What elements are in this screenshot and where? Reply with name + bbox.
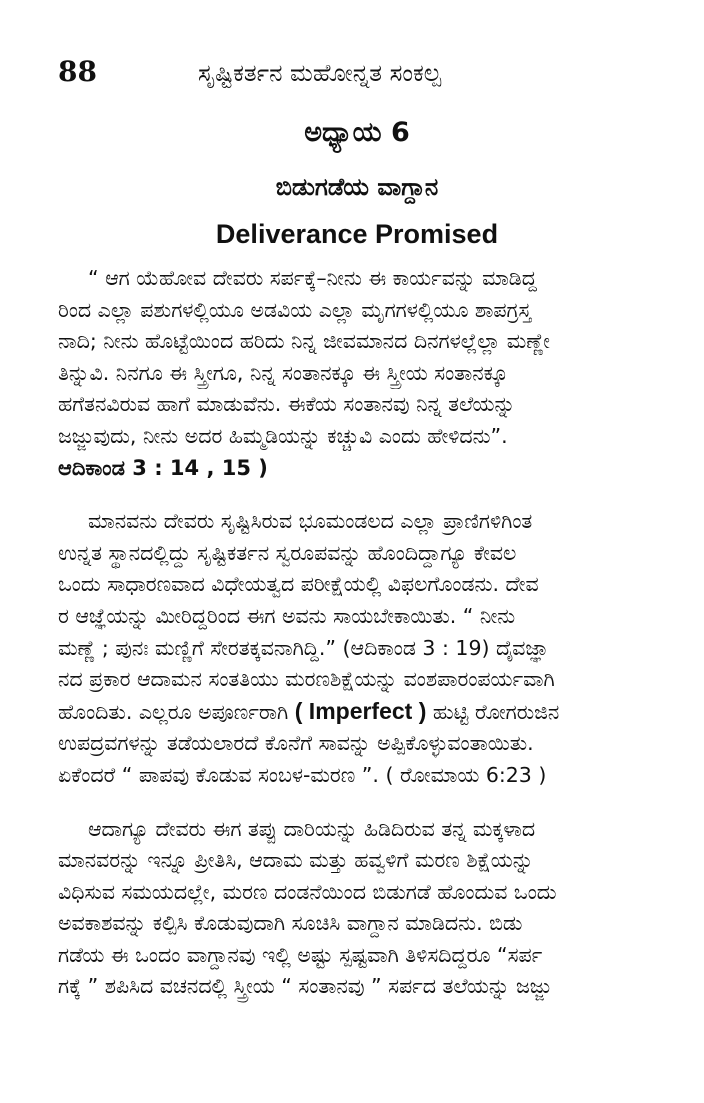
body-paragraph-2 (58, 506, 656, 791)
chapter-label: ಅಧ್ಯಾಯ 6 (304, 117, 410, 148)
scripture-reference: ಆದಿಕಾಂಡ 3 : 14 , 15 ) (58, 455, 268, 480)
text-line: ಒಂದು ಸಾಧಾರಣವಾದ ವಿಧೇಯತ್ವದ ಪರೀಕ್ಷೆಯಲ್ಲಿ ವಿಫಲಗೊಂಡನು. ದೇವ (58, 572, 539, 597)
text-line: ನಾದಿ; ನೀನು ಹೊಟ್ಟೆಯಿಂದ ಹರಿದು ನಿನ್ನ ಜೀವಮಾನದ ದಿನಗಳಲ್ಲೆಲ್ಲಾ ಮಣ್ಣೇ (58, 329, 550, 354)
text-line: ಅವಕಾಶವನ್ನು ಕಲ್ಪಿಸಿ ಕೊಡುವುದಾಗಿ ಸೂಚಿಸಿ ವಾಗ್ದಾನ ಮಾಡಿದನು. ಬಿಡು (58, 911, 523, 936)
text-line: ವಿಧಿಸುವ ಸಮಯದಲ್ಲೇ, ಮರಣ ದಂಡನೆಯಿಂದ ಬಿಡುಗಡೆ ಹೊಂದುವ ಒಂದು (58, 879, 557, 904)
scripture-quote-paragraph (58, 263, 656, 484)
chapter-title-kannada: ಬಿಡುಗಡೆಯ ವಾಗ್ದಾನ (275, 173, 439, 201)
text-line: ಉನ್ನತ ಸ್ಥಾನದಲ್ಲಿದ್ದು ಸೃಷ್ಟಿಕರ್ತನ ಸ್ವರೂಪವನ್ನು ಹೊಂದಿದ್ದಾಗ್ಯೂ ಕೇವಲ (58, 540, 517, 565)
body-paragraph-3 (58, 814, 656, 1004)
text-line: ಗಡೆಯ ಈ ಒಂದಂ ವಾಗ್ದಾನವು ಇಲ್ಲಿ ಅಷ್ಟು ಸ್ಪಷ್ಟವಾಗಿ ತಿಳಿಸದಿದ್ದರೂ “ಸರ್ಪ (58, 942, 543, 967)
running-header (58, 55, 656, 95)
english-term: ( Imperfect ) (294, 697, 427, 724)
text-line: ಮಾನವರನ್ನು ಇನ್ನೂ ಪ್ರೀತಿಸಿ, ಆದಾಮ ಮತ್ತು ಹವ್ವಳಿಗೆ ಮರಣ ಶಿಕ್ಷೆಯನ್ನು (58, 848, 534, 873)
text-line: ಏಕೆಂದರೆ “ ಪಾಪವು ಕೊಡುವ ಸಂಬಳ-ಮರಣ ”. ( ರೋಮಾಯ 6:23 ) (58, 762, 547, 787)
text-line: “ ಆಗ ಯೆಹೋವ ದೇವರು ಸರ್ಪಕ್ಕೆ–ನೀನು ಈ ಕಾರ್ಯವನ್ನು ಮಾಡಿದ್ದ (88, 266, 537, 290)
text-line (58, 696, 656, 729)
text-line: ನದ ಪ್ರಕಾರ ಆದಾಮನ ಸಂತತಿಯು ಮರಣಶಿಕ್ಷೆಯನ್ನು ವಂಶಪಾರಂಪರ್ಯವಾಗಿ (58, 667, 555, 692)
text-line: ಜಜ್ಜುವುದು, ನೀನು ಅದರ ಹಿಮ್ಮಡಿಯನ್ನು ಕಚ್ಚುವಿ ಎಂದು ಹೇಳಿದನು”. (58, 423, 508, 448)
text-line: ಮಾನವನು ದೇವರು ಸೃಷ್ಟಿಸಿರುವ ಭೂಮಂಡಲದ ಎಲ್ಲಾ ಪ್ರಾಣಿಗಳಿಗಿಂತ (88, 509, 533, 534)
page-number: 88 (58, 55, 97, 88)
chapter-title-english: Deliverance Promised (215, 219, 499, 249)
text-line: ಹಗೆತನವಿರುವ ಹಾಗೆ ಮಾಡುವೆನು. ಈಕೆಯ ಸಂತಾನವು ನಿನ್ನ ತಲೆಯನ್ನು (58, 392, 516, 417)
text-fragment: ಹುಟ್ಟಿ ರೋಗರುಜಿನ (432, 699, 560, 724)
text-fragment: ಹೊಂದಿತು. ಎಲ್ಲರೂ ಅಪೂರ್ಣರಾಗಿ (58, 699, 289, 724)
text-line: ಉಪದ್ರವಗಳನ್ನು ತಡೆಯಲಾರದೆ ಕೊನೆಗೆ ಸಾವನ್ನು ಅಪ್ಪಿಕೊಳ್ಳುವಂತಾಯಿತು. (58, 731, 534, 756)
text-line: ರಿಂದ ಎಲ್ಲಾ ಪಶುಗಳಲ್ಲಿಯೂ ಅಡವಿಯ ಎಲ್ಲಾ ಮೃಗಗಳಲ್ಲಿಯೂ ಶಾಪಗ್ರಸ್ತ (58, 297, 532, 322)
running-title: ಸೃಷ್ಟಿಕರ್ತನ ಮಹೋನ್ನತ ಸಂಕಲ್ಪ (198, 59, 442, 87)
text-line: ಮಣ್ಣೆ ; ಪುನಃ ಮಣ್ಣಿಗೆ ಸೇರತಕ್ಕವನಾಗಿದ್ದಿ.” (ಆದಿಕಾಂಡ 3 : 19) ದೈವಜ್ಞಾ (58, 635, 550, 660)
text-line: ರ ಆಜ್ಞೆಯನ್ನು ಮೀರಿದ್ದರಿಂದ ಈಗ ಅವನು ಸಾಯಬೇಕಾಯಿತು. “ ನೀನು (58, 603, 516, 628)
text-line: ತಿನ್ನುವಿ. ನಿನಗೂ ಈ ಸ್ತ್ರೀಗೂ, ನಿನ್ನ ಸಂತಾನಕ್ಕೂ ಈ ಸ್ತ್ರೀಯ ಸಂತಾನಕ್ಕೂ (58, 360, 508, 385)
text-line: ಆದಾಗ್ಯೂ ದೇವರು ಈಗ ತಪ್ಪು ದಾರಿಯನ್ನು ಹಿಡಿದಿರುವ ತನ್ನ ಮಕ್ಕಳಾದ (88, 816, 536, 841)
text-line: ಗಕ್ಕೆ ” ಶಪಿಸಿದ ವಚನದಲ್ಲಿ ಸ್ತ್ರೀಯ “ ಸಂತಾನವು ” ಸರ್ಪದ ತಲೆಯನ್ನು ಜಜ್ಜು (58, 974, 552, 999)
